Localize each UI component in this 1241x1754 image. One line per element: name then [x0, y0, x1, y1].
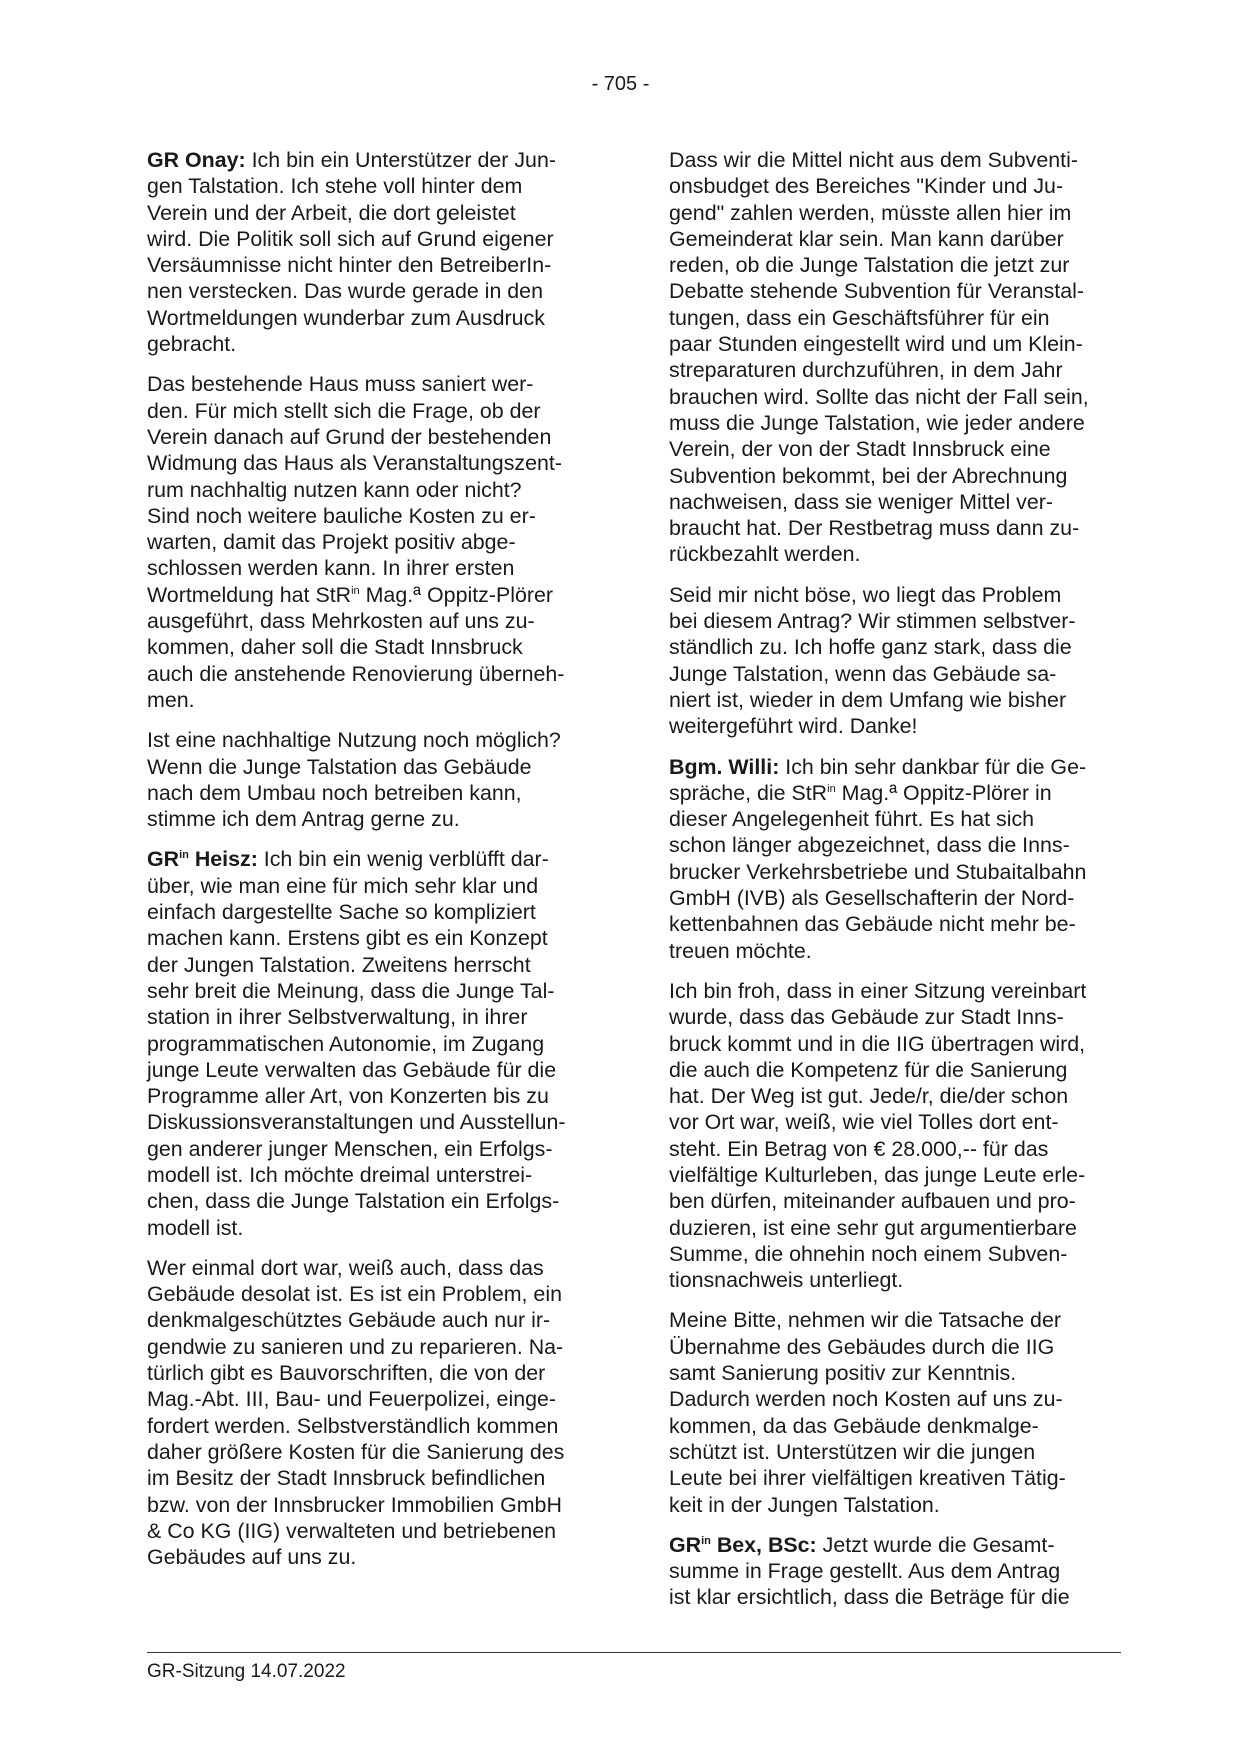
- paragraph: [147, 371, 595, 713]
- paragraph: [669, 754, 1117, 964]
- right-column: [669, 147, 1117, 1625]
- paragraph-text: Wer einmal dort war, weiß auch, dass das Gebäude desolat ist. Es ist ein Problem, ein denkmalgeschütztes Gebäude auch nur ir- gendwie zu sanieren und zu reparieren. Na- türlich gibt es Bauvorschriften, die von der Mag.-Abt. III, Bau- und Feuerpolizei, einge- fordert werden. Selbstverständlich kommen daher größere Kosten für die Sanierung des im Besitz der Stadt Innsbruck befindlichen bzw. von der Innsbrucker Immobilien GmbH & Co KG (IIG) verwalteten und betriebenen Gebäudes auf uns zu.: [147, 1255, 565, 1570]
- paragraph-text: Ist eine nachhaltige Nutzung noch möglich? Wenn die Junge Talstation das Gebäude nach dem Umbau noch betreiben kann, stimme ich dem Antrag gerne zu.: [147, 728, 561, 832]
- paragraph: [669, 147, 1117, 568]
- paragraph: [669, 1307, 1117, 1517]
- speaker-suffix: Heisz:: [188, 847, 258, 872]
- paragraph-text: Jetzt wurde die Gesamt- summe in Frage gestellt. Aus dem Antrag ist klar ersichtlich, dass die Beträge für die: [669, 1532, 1070, 1610]
- speaker-prefix: GR: [669, 1532, 702, 1557]
- superscript: in: [827, 782, 836, 795]
- paragraph: [147, 147, 595, 357]
- paragraph-text: Mag.ª Oppitz-Plörer in dieser Angelegenheit führt. Es hat sich schon länger abgezeichnet, dass die Inns- brucker Verkehrsbetriebe und Stubaitalbahn GmbH (IVB) als Gesellschafterin der Nord- kettenbahnen das Gebäude nicht mehr be- treuen möchte.: [669, 780, 1087, 963]
- paragraph: [147, 727, 595, 832]
- paragraph-text: Das bestehende Haus muss saniert wer- den. Für mich stellt sich die Frage, ob der Verein danach auf Grund der bestehenden Widmung das Haus als Veranstaltungszent- rum nachhaltig nutzen kann oder nicht? Sind noch weitere bauliche Kosten zu er- warten, damit das Projekt positiv abge- schlossen werden kann. In ihrer ersten Wortmeldung hat StR: [147, 372, 562, 607]
- paragraph-text: Ich bin ein wenig verblüfft dar- über, wie man eine für mich sehr klar und einfach dargestellte Sache so kompliziert machen kann. Erstens gibt es ein Konzept der Jungen Talstation. Zweitens herrscht sehr breit die Meinung, dass die Junge Tal- station in ihrer Selbstverwaltung, in ihrer programmatischen Autonomie, im Zugang junge Leute verwalten das Gebäude für die Programme aller Art, von Konzerten bis zu Diskussionsveranstaltungen und Ausstellun- gen anderer junger Menschen, ein Erfolgs- modell ist. Ich möchte dreimal unterstrei- chen, dass die Junge Talstation ein Erfolgs- modell ist.: [147, 847, 566, 1240]
- footer-rule: [147, 1652, 1121, 1653]
- paragraph: [669, 582, 1117, 740]
- speaker-name: [669, 1533, 817, 1557]
- paragraph: [669, 978, 1117, 1294]
- superscript: in: [701, 1534, 711, 1547]
- page-number: - 705 -: [591, 73, 650, 95]
- paragraph-text: Meine Bitte, nehmen wir die Tatsache der Übernahme des Gebäudes durch die IIG samt Sanierung positiv zur Kenntnis. Dadurch werden noch Kosten auf uns zu- kommen, da das Gebäude denkmalge- schützt ist. Unterstützen wir die jungen Leute bei ihrer vielfältigen kreativen Tätig- keit in der Jungen Talstation.: [669, 1308, 1066, 1517]
- paragraph-text: Mag.ª Oppitz-Plörer ausgeführt, dass Mehrkosten auf uns zu- kommen, daher soll die Stadt Innsbruck auch die anstehende Renovierung überneh- men.: [147, 582, 565, 712]
- left-column: [147, 147, 595, 1584]
- paragraph-text: Seid mir nicht böse, wo liegt das Problem bei diesem Antrag? Wir stimmen selbstver- ständlich zu. Ich hoffe ganz stark, dass die Junge Talstation, wenn das Gebäude sa- niert ist, wieder in dem Umfang wie bisher weitergeführt wird. Danke!: [669, 582, 1076, 739]
- superscript: in: [179, 849, 189, 862]
- paragraph: [669, 1532, 1117, 1611]
- footer-text: GR-Sitzung 14.07.2022: [147, 1661, 346, 1682]
- paragraph-text: Ich bin ein Unterstützer der Jun- gen Talstation. Ich stehe voll hinter dem Verein und der Arbeit, die dort geleistet wird. Die Politik soll sich auf Grund eigener Versäumnisse nicht hinter den BetreiberIn- nen verstecken. Das wurde gerade in den Wortmeldungen wunderbar zum Ausdruck gebracht.: [147, 148, 556, 357]
- paragraph-text: Ich bin froh, dass in einer Sitzung vereinbart wurde, dass das Gebäude zur Stadt Inns- bruck kommt und in die IIG übertragen wird, die auch die Kompetenz für die Sanierung hat. Der Weg ist gut. Jede/r, die/der schon vor Ort war, weiß, wie viel Tolles dort ent- steht. Ein Betrag von € 28.000,-- für das vielfältige Kulturleben, das junge Leute erle- ben dürfen, miteinander aufbauen und pro- duzieren, ist eine sehr gut argumentierbare Summe, die ohnehin noch einem Subven- tionsnachweis unterliegt.: [669, 978, 1087, 1293]
- paragraph-text: Dass wir die Mittel nicht aus dem Subventi- onsbudget des Bereiches "Kinder und Ju- gend" zahlen werden, müsste allen hier im Gemeinderat klar sein. Man kann darüber reden, ob die Junge Talstation die jetzt zur Debatte stehende Subvention für Veranstal- tungen, dass ein Geschäftsführer für ein paar Stunden eingestellt wird und um Klein- streparaturen durchzuführen, in dem Jahr brauchen wird. Sollte das nicht der Fall sein, muss die Junge Talstation, wie jeder andere Verein, der von der Stadt Innsbruck eine Subvention bekommt, bei der Abrechnung nachweisen, dass sie weniger Mittel ver- braucht hat. Der Restbetrag muss dann zu- rückbezahlt werden.: [669, 148, 1089, 567]
- speaker-prefix: GR: [147, 847, 180, 872]
- speaker-name: [147, 847, 258, 871]
- speaker-name: GR Onay:: [147, 148, 246, 172]
- paragraph: [147, 846, 595, 1240]
- superscript: in: [351, 584, 360, 597]
- paragraph: [147, 1255, 595, 1571]
- speaker-suffix: Bex, BSc:: [710, 1532, 817, 1557]
- paragraph-text: Ich bin sehr dankbar für die Ge- spräche, die StR: [669, 754, 1087, 805]
- speaker-name: Bgm. Willi:: [669, 754, 780, 779]
